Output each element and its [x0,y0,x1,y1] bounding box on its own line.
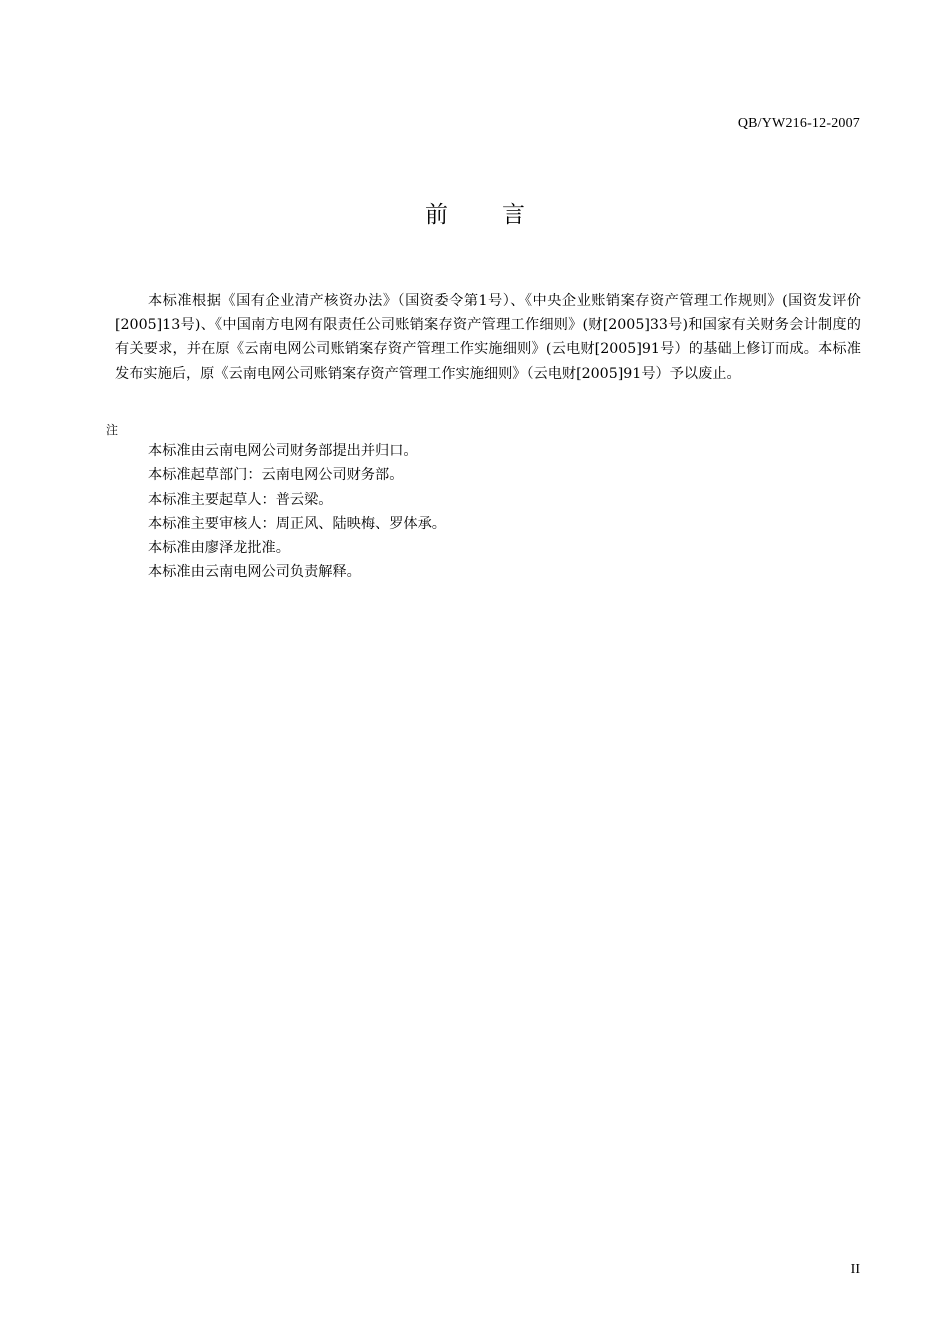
note-item-approver: 本标准由廖泽龙批准。 [148,540,290,557]
note-label: 注 [106,423,119,437]
document-code: QB/YW216-12-2007 [737,116,860,131]
note-item-proposer: 本标准由云南电网公司财务部提出并归口。 [148,443,418,459]
note-item-main-reviewers: 本标准主要审核人：周正风、陆映梅、罗体承。 [148,515,446,532]
page-title: 前言 [425,202,579,228]
note-item-drafting-department: 本标准起草部门：云南电网公司财务部。 [148,467,404,484]
note-item-interpretation: 本标准由云南电网公司负责解释。 [148,564,361,581]
note-list [148,439,446,585]
foreword-paragraph: 本标准根据《国有企业清产核资办法》（国资委令第1号）、《中央企业账销案存资产管理工作规则》(国资发评价[2005]13号)、《中国南方电网有限责任公司账销案存资产管理工作细则》(财[2005]33号)和国家有关财务会计制度的有关要求，并在原《云南电网公司账销案存资产管理工作实施细则》(云电财[2005]91号）的基础上修订而成。本标准发布实施后，原《云南电网公司账销案存资产管理工作实施细则》（云电财[2005]91号）予以废止。 [115,293,861,382]
page-number: II [850,1262,860,1277]
note-item-main-drafter: 本标准主要起草人：普云梁。 [148,491,333,508]
